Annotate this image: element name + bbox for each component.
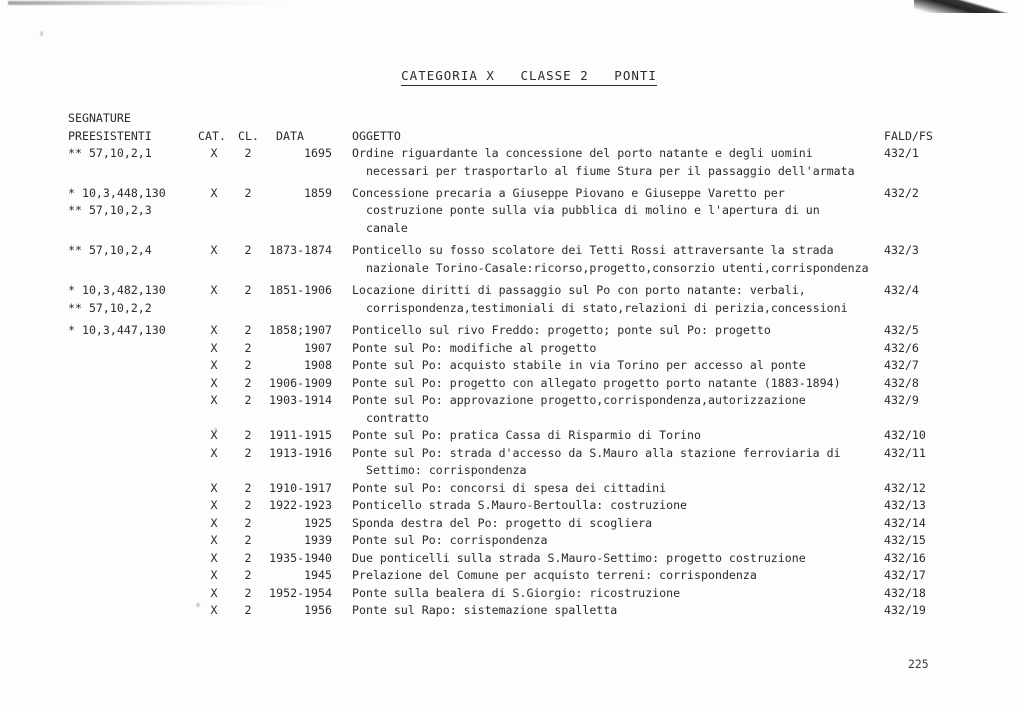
cell-data: 1873-1874 (269, 243, 332, 258)
cell-fald: 432/10 (884, 428, 926, 443)
table-row (0, 375, 1024, 393)
table-row-continuation (0, 462, 1024, 480)
table-row (0, 497, 1024, 515)
cell-data: 1851-1906 (269, 283, 332, 298)
cell-oggetto: Prelazione del Comune per acquisto terreni: corrispondenza (352, 568, 757, 583)
cell-signature: ** 57,10,2,3 (68, 203, 152, 218)
cell-cl: 2 (244, 428, 252, 443)
cell-oggetto: Ponte sul Po: strada d'accesso da S.Mauro alla stazione ferroviaria di (352, 445, 841, 460)
page-title-text: CATEGORIA X CLASSE 2 PONTI (401, 68, 657, 86)
table-row (0, 550, 1024, 568)
cell-signature: ** 57,10,2,2 (68, 300, 152, 315)
table-row (0, 427, 1024, 445)
cell-cl: 2 (244, 185, 252, 200)
cell-oggetto-continuation: costruzione ponte sulla via pubblica di molino e l'apertura di un (366, 203, 820, 218)
cell-oggetto: Concessione precaria a Giuseppe Piovano e Giuseppe Varetto per (352, 185, 785, 200)
cell-oggetto: Ponticello su fosso scolatore dei Tetti Rossi attraversante la strada (352, 243, 834, 258)
column-header-fald: FALD/FS (884, 128, 933, 143)
cell-data: 1910-1917 (269, 480, 332, 495)
cell-data: 1903-1914 (269, 393, 332, 408)
cell-fald: 432/2 (884, 185, 919, 200)
cell-cl: 2 (244, 358, 252, 373)
table-row-continuation (0, 220, 1024, 238)
cell-oggetto-continuation: contratto (366, 410, 429, 425)
column-header-oggetto: OGGETTO (352, 128, 401, 143)
table-row-continuation (0, 300, 1024, 318)
cell-fald: 432/9 (884, 393, 919, 408)
column-header-cat: CAT. (198, 128, 226, 143)
cell-fald: 432/18 (884, 585, 926, 600)
column-header-data: DATA (276, 128, 304, 143)
table-row-continuation (0, 202, 1024, 220)
cell-fald: 432/4 (884, 283, 919, 298)
cell-cl: 2 (244, 550, 252, 565)
cell-oggetto: Ponte sulla bealera di S.Giorgio: ricostruzione (352, 585, 681, 600)
column-header-signature-line1: SEGNATURE (68, 111, 131, 125)
cell-data: 1935-1940 (269, 550, 332, 565)
cell-cl: 2 (244, 283, 252, 298)
table-row (0, 392, 1024, 410)
table-row (0, 340, 1024, 358)
table-row (0, 602, 1024, 620)
cell-oggetto: Ponte sul Po: pratica Cassa di Risparmio di Torino (352, 428, 702, 443)
cell-data: 1907 (304, 340, 332, 355)
table-row (0, 282, 1024, 300)
cell-data: 1939 (304, 533, 332, 548)
cell-fald: 432/19 (884, 603, 926, 618)
table-row (0, 185, 1024, 203)
table-row (0, 445, 1024, 463)
table-row (0, 515, 1024, 533)
cell-signature: * 10,3,447,130 (68, 323, 166, 338)
cell-cl: 2 (244, 243, 252, 258)
cell-oggetto: Ponte sul Po: progetto con allegato progetto porto natante (1883-1894) (352, 375, 841, 390)
column-header-cl: CL. (238, 128, 259, 143)
cell-fald: 432/3 (884, 243, 919, 258)
cell-cl: 2 (244, 323, 252, 338)
page-number: 225 (908, 657, 929, 671)
cell-data: 1906-1909 (269, 375, 332, 390)
cell-data: 1858;1907 (269, 323, 332, 338)
cell-oggetto-continuation: canale (366, 220, 408, 235)
cell-cl: 2 (244, 533, 252, 548)
cell-cl: 2 (244, 445, 252, 460)
cell-fald: 432/5 (884, 323, 919, 338)
cell-data: 1695 (304, 146, 332, 160)
cell-cl: 2 (244, 515, 252, 530)
cell-cat: X (210, 585, 218, 600)
cell-oggetto: Ordine riguardante la concessione del porto natante e degli uomini (352, 146, 813, 160)
cell-fald: 432/7 (884, 358, 919, 373)
cell-data: 1945 (304, 568, 332, 583)
cell-cl: 2 (244, 585, 252, 600)
table-row (0, 567, 1024, 585)
cell-cat: X (210, 428, 218, 443)
cell-fald: 432/14 (884, 515, 926, 530)
cell-data: 1911-1915 (269, 428, 332, 443)
cell-oggetto-continuation: corrispondenza,testimoniali di stato,relazioni di perizia,concessioni (366, 300, 848, 315)
table-row (0, 480, 1024, 498)
cell-cat: X (210, 568, 218, 583)
cell-cl: 2 (244, 568, 252, 583)
cell-cat: X (210, 393, 218, 408)
cell-cl: 2 (244, 393, 252, 408)
cell-data: 1913-1916 (269, 445, 332, 460)
cell-cat: X (210, 498, 218, 513)
cell-oggetto: Ponte sul Po: concorsi di spesa dei cittadini (352, 480, 667, 495)
cell-data: 1908 (304, 358, 332, 373)
cell-cat: X (210, 603, 218, 618)
table-row (0, 357, 1024, 375)
cell-oggetto: Ponte sul Po: approvazione progetto,corrispondenza,autorizzazione (352, 393, 806, 408)
table-row (0, 585, 1024, 603)
table-row (0, 532, 1024, 550)
cell-fald: 432/11 (884, 445, 926, 460)
cell-cat: X (210, 375, 218, 390)
cell-cat: X (210, 445, 218, 460)
cell-oggetto-continuation: Settimo: corrispondenza (366, 463, 527, 478)
cell-signature: ** 57,10,2,4 (68, 243, 152, 258)
cell-cat: X (210, 358, 218, 373)
cell-cl: 2 (244, 340, 252, 355)
table-row-continuation (0, 410, 1024, 428)
cell-cl: 2 (244, 480, 252, 495)
cell-data: 1952-1954 (269, 585, 332, 600)
cell-cat: X (210, 283, 218, 298)
cell-cat: X (210, 533, 218, 548)
cell-fald: 432/1 (884, 146, 919, 160)
cell-oggetto: Sponda destra del Po: progetto di scogliera (352, 515, 653, 530)
cell-fald: 432/13 (884, 498, 926, 513)
cell-cl: 2 (244, 498, 252, 513)
cell-oggetto: Ponte sul Po: modifiche al progetto (352, 340, 597, 355)
cell-oggetto-continuation: necessari per trasportarlo al fiume Stura per il passaggio dell'armata (366, 163, 855, 178)
cell-data: 1859 (304, 185, 332, 200)
cell-cat: X (210, 515, 218, 530)
cell-data: 1922-1923 (269, 498, 332, 513)
column-header-signature-line2: PREESISTENTI (68, 128, 152, 143)
cell-fald: 432/17 (884, 568, 926, 583)
table-row-continuation (0, 163, 1024, 181)
cell-signature: ** 57,10,2,1 (68, 146, 152, 160)
cell-oggetto: Ponte sul Po: corrispondenza (352, 533, 548, 548)
cell-data: 1956 (304, 603, 332, 618)
cell-cl: 2 (244, 375, 252, 390)
cell-fald: 432/6 (884, 340, 919, 355)
cell-cat: X (210, 340, 218, 355)
cell-oggetto: Ponticello sul rivo Freddo: progetto; ponte sul Po: progetto (352, 323, 771, 338)
cell-cat: X (210, 550, 218, 565)
cell-cl: 2 (244, 603, 252, 618)
cell-oggetto-continuation: nazionale Torino-Casale:ricorso,progetto,consorzio utenti,corrispondenza (366, 260, 869, 275)
cell-fald: 432/15 (884, 533, 926, 548)
cell-cat: X (210, 243, 218, 258)
cell-cl: 2 (244, 146, 252, 160)
cell-cat: X (210, 323, 218, 338)
cell-oggetto: Ponte sul Rapo: sistemazione spalletta (352, 603, 618, 618)
cell-oggetto: Due ponticelli sulla strada S.Mauro-Settimo: progetto costruzione (352, 550, 806, 565)
table-row (0, 322, 1024, 340)
cell-fald: 432/16 (884, 550, 926, 565)
cell-data: 1925 (304, 515, 332, 530)
cell-oggetto: Ponticello strada S.Mauro-Bertoulla: costruzione (352, 498, 688, 513)
cell-cat: X (210, 480, 218, 495)
table-row-continuation (0, 260, 1024, 278)
table-row (0, 242, 1024, 260)
cell-fald: 432/12 (884, 480, 926, 495)
cell-cat: X (210, 185, 218, 200)
cell-oggetto: Locazione diritti di passaggio sul Po con porto natante: verbali, (352, 283, 806, 298)
table-row (0, 145, 1024, 163)
cell-cat: X (210, 146, 218, 160)
cell-oggetto: Ponte sul Po: acquisto stabile in via Torino per accesso al ponte (352, 358, 806, 373)
cell-fald: 432/8 (884, 375, 919, 390)
cell-signature: * 10,3,448,130 (68, 185, 166, 200)
cell-signature: * 10,3,482,130 (68, 283, 166, 298)
